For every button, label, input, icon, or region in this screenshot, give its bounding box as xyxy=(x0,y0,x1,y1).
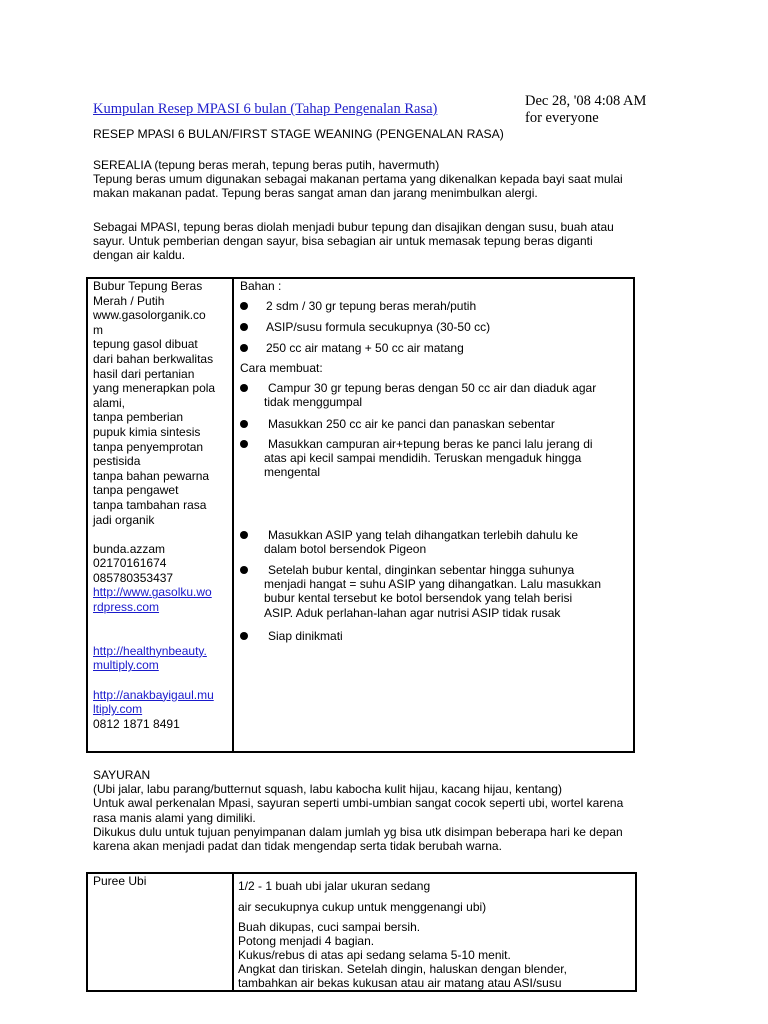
paragraph-line: makan makanan padat. Tepung beras sangat aman dan jarang menimbulkan alergi. xyxy=(93,186,538,201)
cell-line: tanpa bahan pewarna xyxy=(93,468,210,483)
paragraph-line: (Ubi jalar, labu parang/butternut squash, labu kabocha kulit hijau, kacang hijau, kentang) xyxy=(93,782,562,797)
contact-name: bunda.azzam xyxy=(93,541,166,556)
step-text: Masukkan campuran air+tepung beras ke panci lalu jerang di xyxy=(268,437,593,451)
cell-line: hasil dari pertanian xyxy=(93,366,195,381)
serealia-paragraph xyxy=(93,220,673,263)
step-line: Angkat dan tiriskan. Setelah dingin, haluskan dengan blender, xyxy=(238,962,567,976)
contact-phone: 02170161674 xyxy=(93,556,167,571)
cell-line: tanpa pengawet xyxy=(93,483,179,498)
step-line: tambahkan air bekas kukusan atau air matang atau ASI/susu xyxy=(238,976,562,990)
cell-line: pupuk kimia sintesis xyxy=(93,424,201,439)
bullet-icon xyxy=(240,566,248,574)
contact-phone: 0812 1871 8491 xyxy=(93,716,180,731)
link-gasolku[interactable]: http://www.gasolku.wo xyxy=(93,585,212,600)
column-divider xyxy=(232,279,234,751)
cell-spacer xyxy=(93,629,229,644)
paragraph-line: Untuk awal perkenalan Mpasi, sayuran seperti umbi-umbian sangat cocok seperti ubi, wortel karena xyxy=(93,796,624,811)
cell-line: tepung gasol dibuat xyxy=(93,337,198,352)
step-line: Buah dikupas, cuci sampai bersih. xyxy=(238,920,421,934)
paragraph-line: Sebagai MPASI, tepung beras diolah menjadi bubur tepung dan disajikan dengan susu, buah atau xyxy=(93,220,614,234)
step-text: bubur kental tersebut ke botol bersendok yang telah berisi xyxy=(264,591,573,606)
sayuran-section xyxy=(93,768,693,853)
cell-line: alami, xyxy=(93,395,126,410)
document-title-link[interactable]: Kumpulan Resep MPASI 6 bulan (Tahap Pengenalan Rasa) xyxy=(93,101,438,117)
cell-line: tanpa pemberian xyxy=(93,410,184,425)
step-text: Setelah bubur kental, dinginkan sebentar hingga suhunya xyxy=(268,563,575,577)
cell-line: Bubur Tepung Beras xyxy=(93,279,203,293)
cell-line: dari bahan berkwalitas xyxy=(93,351,214,366)
step-text: Masukkan ASIP yang telah dihangatkan terlebih dahulu ke xyxy=(268,528,578,542)
paragraph-line: sayur. Untuk pemberian dengan sayur, bisa sebagian air untuk memasak tepung beras diganti xyxy=(93,234,593,249)
cell-line: m xyxy=(93,322,103,337)
bullet-icon xyxy=(240,384,248,392)
step-text: Siap dinikmati xyxy=(268,629,343,643)
step-text: Campur 30 gr tepung beras dengan 50 cc air dan diaduk agar xyxy=(268,381,597,395)
paragraph-line: dengan air kaldu. xyxy=(93,248,186,263)
recipe-name-cell: Puree Ubi xyxy=(93,874,147,888)
ingredient-line: air secukupnya cukup untuk menggenangi ubi) xyxy=(238,900,487,914)
bullet-icon xyxy=(240,531,248,539)
cell-line: tanpa tambahan rasa xyxy=(93,497,207,512)
bahan-label: Bahan : xyxy=(240,279,282,293)
paragraph-line: Tepung beras umum digunakan sebagai makanan pertama yang dikenalkan kepada bayi saat mulai xyxy=(93,172,623,187)
cell-spacer xyxy=(93,615,229,630)
recipe-name-cell xyxy=(93,279,229,731)
cara-label: Cara membuat: xyxy=(240,361,323,375)
cell-line: yang menerapkan pola xyxy=(93,381,216,396)
bullet-icon xyxy=(240,323,248,331)
link-gasolku-cont[interactable]: rdpress.com xyxy=(93,600,160,615)
post-visibility: for everyone xyxy=(525,110,599,126)
recipe-table-puree-ubi xyxy=(86,872,637,992)
step-text: dalam botol bersendok Pigeon xyxy=(264,542,427,557)
step-text: tidak menggumpal xyxy=(264,395,363,410)
contact-phone: 085780353437 xyxy=(93,570,174,585)
bullet-icon xyxy=(240,632,248,640)
bullet-icon xyxy=(240,344,248,352)
cell-line: tanpa penyemprotan xyxy=(93,439,204,454)
post-meta xyxy=(525,93,646,127)
step-text: ASIP. Aduk perlahan-lahan agar nutrisi ASIP tidak rusak xyxy=(264,605,561,620)
recipe-heading: RESEP MPASI 6 BULAN/FIRST STAGE WEANING (PENGENALAN RASA) xyxy=(93,127,504,141)
post-date: Dec 28, '08 4:08 AM xyxy=(525,93,647,109)
paragraph-line: karena akan menjadi padat dan tidak mengendap serta tidak berubah warna. xyxy=(93,839,502,854)
bullet-icon xyxy=(240,302,248,310)
bullet-icon xyxy=(240,420,248,428)
link-healthynbeauty-cont[interactable]: multiply.com xyxy=(93,658,159,673)
cell-line: pestisida xyxy=(93,454,141,469)
cell-line: jadi organik xyxy=(93,512,155,527)
step-line: Potong menjadi 4 bagian. xyxy=(238,934,375,948)
cell-line: Merah / Putih xyxy=(93,293,165,308)
link-anakbayigaul[interactable]: http://anakbayigaul.mu xyxy=(93,687,214,702)
sayuran-title: SAYURAN xyxy=(93,768,151,782)
cell-spacer xyxy=(93,673,229,688)
bullet-icon xyxy=(240,440,248,448)
step-text: mengental xyxy=(264,465,321,480)
serealia-intro xyxy=(93,158,673,201)
ingredient-text: 2 sdm / 30 gr tepung beras merah/putih xyxy=(266,299,477,313)
serealia-title: SEREALIA (tepung beras merah, tepung beras putih, havermuth) xyxy=(93,158,440,172)
ingredient-text: ASIP/susu formula secukupnya (30-50 cc) xyxy=(266,320,491,334)
step-text: menjadi hangat = suhu ASIP yang dihangatkan. Lalu masukkan xyxy=(264,577,602,592)
link-healthynbeauty[interactable]: http://healthynbeauty. xyxy=(93,643,207,658)
cell-line: www.gasolorganik.co xyxy=(93,308,206,323)
paragraph-line: Dikukus dulu untuk tujuan penyimpanan dalam jumlah yg bisa utk disimpan beberapa hari ke depan xyxy=(93,824,623,839)
step-line: Kukus/rebus di atas api sedang selama 5-10 menit. xyxy=(238,948,511,962)
step-text: atas api kecil sampai mendidih. Teruskan mengaduk hingga xyxy=(264,451,582,466)
paragraph-line: rasa manis alami yang dimiliki. xyxy=(93,810,256,825)
ingredient-line: 1/2 - 1 buah ubi jalar ukuran sedang xyxy=(238,879,431,893)
step-text: Masukkan 250 cc air ke panci dan panaskan sebentar xyxy=(268,417,555,431)
cell-spacer xyxy=(93,527,229,542)
link-anakbayigaul-cont[interactable]: ltiply.com xyxy=(93,702,143,717)
column-divider xyxy=(232,874,234,990)
ingredient-text: 250 cc air matang + 50 cc air matang xyxy=(266,341,464,355)
recipe-table-bubur xyxy=(86,277,635,753)
